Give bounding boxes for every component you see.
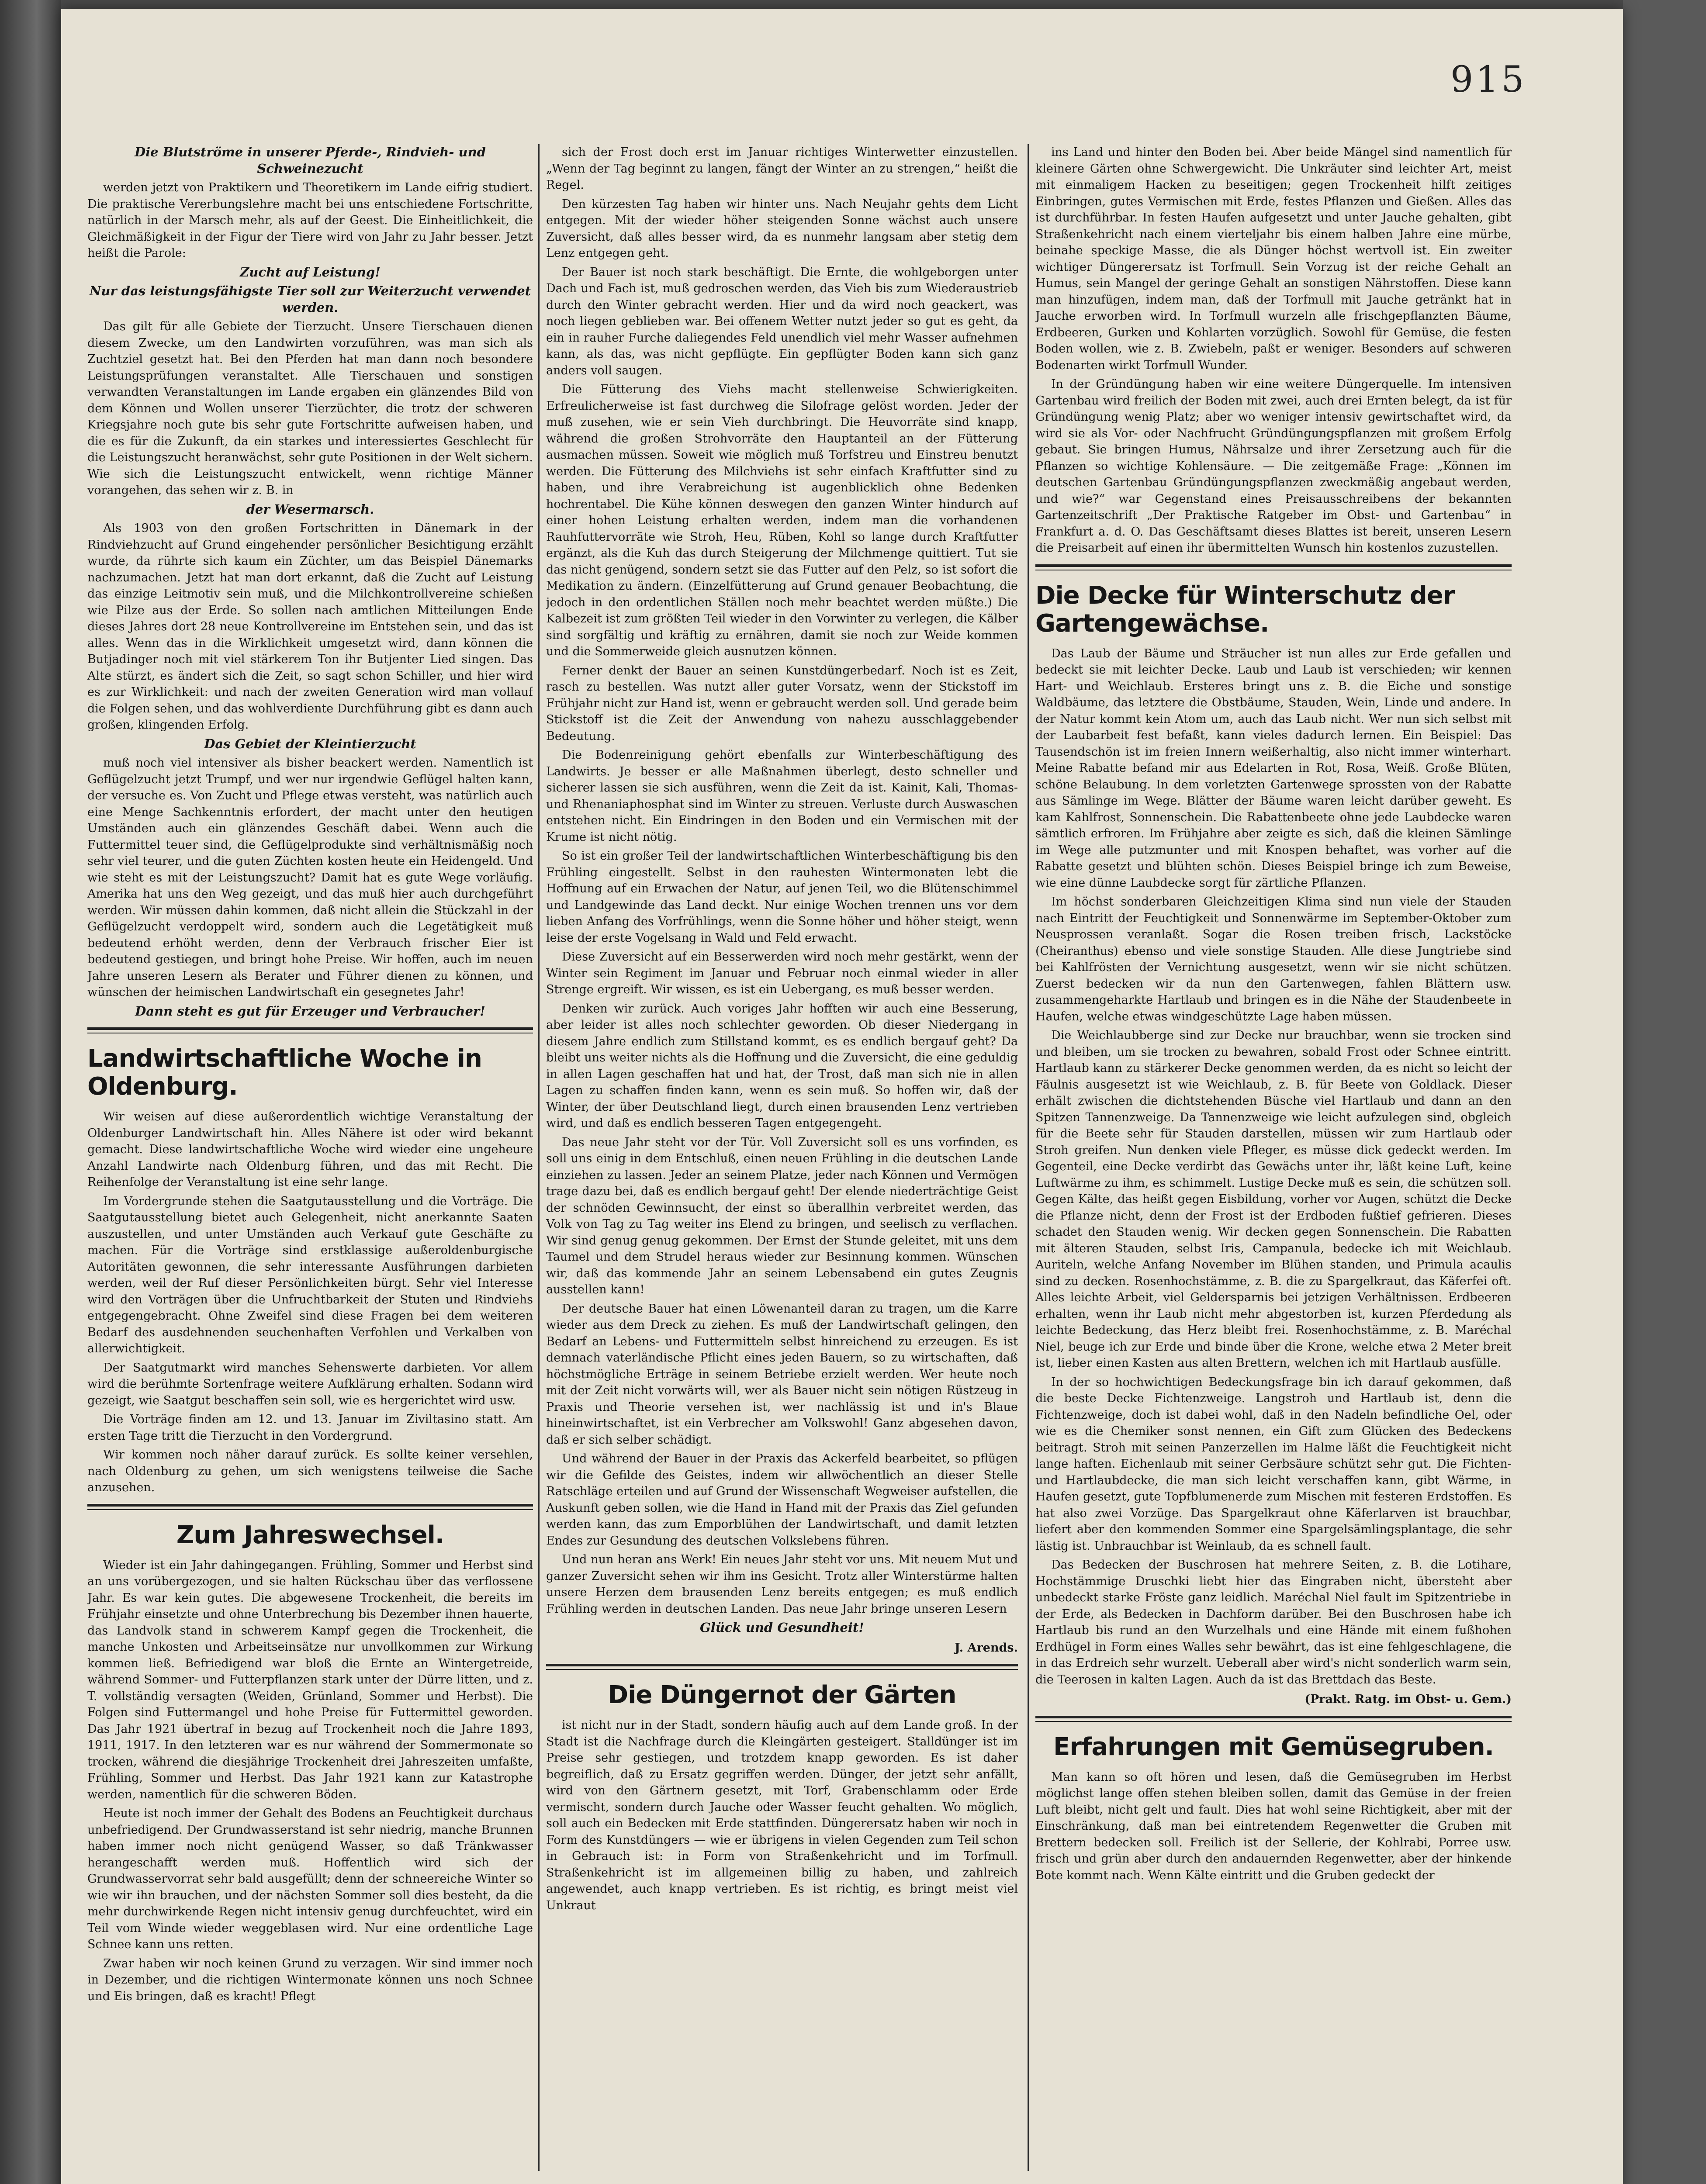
column-rule xyxy=(1028,144,1029,2171)
paragraph: Denken wir zurück. Auch voriges Jahr hofften wir auch eine Besserung, aber leider ist alles noch schlechter geworden. Ob dieser Niedergang in diesem Jahre endlich zum Stillstand kommt, es es endlich bergauf geht? Da bleibt uns weiter nichts als die Hoffnung und die Zuversicht, die eine geduldig in allen Lagen geschaffen hat und hat, der Trost, daß man sich nie in allen Lagen zu schaffen finden kann, wenn es sein muß. So hoffen wir, daß der Winter, der über Deutschland liegt, durch einen brausenden Lenz vertrieben wird, und daß es endlich besseren Tagen entgegengeht. xyxy=(546,1002,1018,1130)
paragraph: sich der Frost doch erst im Januar richtiges Winterwetter einzustellen. „Wenn der Tag beginnt zu langen, fängt der Winter an zu strengen,“ heißt die Regel. xyxy=(546,145,1018,192)
paragraph: Das Laub der Bäume und Sträucher ist nun alles zur Erde gefallen und bedeckt sie mit leichter Decke. Laub und Laub ist verschieden; wir kennen Hart- und Weichlaub. Ersteres bringt uns z. B. die Eiche und sonstige Waldbäume, das letztere die Obstbäume, Stauden, Wein, Linde und andere. In der Natur kommt kein Atom um, auch das Laub nicht. Wer nun sich selbst mit der Laubarbeit fest befaßt, kann vieles dadurch lernen. Ein Beispiel: Das Tausendschön ist im freien Innern weißerhaltig, also nicht immer winterhart. Meine Rabatte befand mir aus Edelarten in Rot, Rosa, Weiß. Große Blüten, schöne Belaubung. In dem vorletzten Gartenwege sprossten von der Rabatte aus Sämlinge im Wege. Blätter der Bäume waren leicht darüber geweht. Es kam Kahlfrost, Sonnenschein. Die Rabattenbeete ohne jede Laubdecke waren sämtlich erfroren. Im Frühjahre aber zeigte es sich, daß die kleinen Sämlinge im Wege alle putzmunter und mit Knospen behaftet, was vorher auf die Rabatte gesetzt und blühten schön. Dieses Beispiel bringe ich zum Beweise, wie eine dünne Laubdecke sorgt für zärtliche Pflanzen. xyxy=(1035,646,1512,890)
paragraph: So ist ein großer Teil der landwirtschaftlichen Winterbeschäftigung bis den Frühling eingestellt. Selbst in den rauhesten Wintermonaten lebt die Hoffnung auf ein Erwachen der Natur, auf jenen Teil, wo die Blütenschimmel und Landgewinde das Land deckt. Nur einige Wochen trennen uns vor dem lieben Anfang des Vorfrühlings, wenn die Sonne höher und höher steigt, wenn leise der erste Vogelsang in Wald und Feld erwacht. xyxy=(546,849,1018,945)
paragraph: ins Land und hinter den Boden bei. Aber beide Mängel sind namentlich für kleinere Gärten ohne Schwergewicht. Die Unkräuter sind leichter Art, meist mit einmaligem Hacken zu beseitigen; gegen Trockenheit hilft zeitiges Einbringen, gutes Vermischen mit Erde, festes Pflanzen und Gießen. Alles das ist durchführbar. In festen Haufen aufgesetzt und unter Jauche gehalten, gibt Straßenkehricht nach einem vierteljahr bis einem halben Jahre eine mürbe, beinahe speckige Masse, die als Dünger höchst wertvoll ist. Ein zweiter wichtiger Düngerersatz ist Torfmull. Sein Vorzug ist der reiche Gehalt an Humus, sein Mangel der geringe Gehalt an sonstigen Nährstoffen. Diese kann man hinzufügen, indem man, daß der Torfmull mit Jauche getränkt hat in Jauche erworben wird. In Torfmull wurzeln alle frischgepflanzten Bäume, Erdbeeren, Gurken und Kohlarten vorzüglich. Sowohl für Gemüse, die festen Boden wollen, wie z. B. Zwiebeln, paßt er weniger. Besonders auf schweren Bodenarten wirkt Torfmull Wunder. xyxy=(1035,145,1512,372)
column-1 xyxy=(87,144,533,2171)
paragraph: Der deutsche Bauer hat einen Löwenanteil daran zu tragen, um die Karre wieder aus dem Dreck zu ziehen. Es muß der Landwirtschaft gelingen, den Bedarf an Lebens- und Futtermitteln selbst hinreichend zu erzeugen. Es ist demnach vaterländische Pflicht eines jeden Bauern, so zu wirtschaften, daß höchstmögliche Erträge in seinem Betriebe erzielt werden. Wer heute noch mit der Zeit nicht vorwärts will, wer als Bauer nicht sein nötigen Rüstzeug in Praxis und Theorie versehen ist, wer nachlässig ist und in's Blaue hineinwirtschaftet, ist ein Verbrecher am Volkswohl! Ganz abgesehen davon, daß er sich selber schädigt. xyxy=(546,1302,1018,1447)
paragraph: Zwar haben wir noch keinen Grund zu verzagen. Wir sind immer noch in Dezember, und die richtigen Wintermonate können uns noch Schnee und Eis bringen, daß es kracht! Pflegt xyxy=(87,1956,533,2003)
section-divider xyxy=(1035,1716,1512,1722)
paragraph: In der so hochwichtigen Bedeckungsfrage bin ich darauf gekommen, daß die beste Decke Fichtenzweige. Langstroh und Hartlaub ist, denn die Fichtenzweige, doch ist dabei wohl, daß in den Nadeln befindliche Oel, oder wie es die Chemiker sonst nennen, ein Gift zum Glücken des Bedeckens beitragt. Stroh mit seinen Panzerzellen im Halme läßt die Feuchtigkeit nicht lange haften. Eichenlaub mit seiner Gerbsäure schützt sehr gut. Die Fichten- und Hartlaubdecke, die man sich leicht verschaffen kann, gibt Wärme, in Haufen gesetzt, gute Topfblumenerde zum Mischen mit festeren Erdstoffen. Es hat also zwei Vorzüge. Das Spargelkraut ohne Käferlarven ist brauchbar, liefert aber den kommenden Sommer eine Spargelsämlingsplantage, die sehr lästig ist. Unbrauchbar ist Weinlaub, da es schnell fault. xyxy=(1035,1375,1512,1553)
subheading: Zucht auf Leistung! xyxy=(240,264,381,280)
paragraph: Und während der Bauer in der Praxis das Ackerfeld bearbeitet, so pflügen wir die Gefilde des Geistes, indem wir allwöchentlich an dieser Stelle Ratschläge erteilen und auf Grund der Wissenschaft Wegweiser aufstellen, die Auskunft geben sollen, wie die Hand in Hand mit der Praxis das Ziel gefunden werden kann, das zum Emporblühen der Landwirtschaft, und damit letzten Endes zur Gesundung des deutschen Volkslebens führen. xyxy=(546,1452,1018,1548)
column-2 xyxy=(546,144,1018,2171)
scan-background xyxy=(1623,0,1706,2184)
paragraph: Wir weisen auf diese außerordentlich wichtige Veranstaltung der Oldenburger Landwirtschaft hin. Alles Nähere ist oder wird bekannt gemacht. Diese landwirtschaftliche Woche wird wieder eine ungeheure Anzahl Landwirte nach Oldenburg führen, und das mit Recht. Die Reihenfolge der Veranstaltung ist eine sehr lange. xyxy=(87,1110,533,1189)
article-headline: Landwirtschaftliche Woche in Oldenburg. xyxy=(87,1044,482,1101)
section-title: Die Blutströme in unserer Pferde-, Rindvieh- und Schweinezucht xyxy=(135,145,486,176)
section-divider xyxy=(87,1027,533,1033)
section-divider xyxy=(546,1664,1018,1670)
paragraph: Den kürzesten Tag haben wir hinter uns. Nach Neujahr gehts dem Licht entgegen. Mit der wieder höher steigenden Sonne wächst auch unsere Zuversicht, daß alles besser wird, da es nunmehr langsam aber stetig dem Lenz entgegen geht. xyxy=(546,197,1018,260)
greeting-line: Glück und Gesundheit! xyxy=(700,1620,864,1635)
paragraph: Als 1903 von den großen Fortschritten in Dänemark in der Rindviehzucht auf Grund eingehender persönlicher Besichtigung erzählt wurde, da rührte sich kaum ein Züchter, um das Beispiel Dänemarks nachzumachen. Jetzt hat man dort erkannt, daß die Zucht auf Leistung das einzige Leitmotiv sein muß, und die Milchkontrollvereine schießen wie Pilze aus der Erde. So sollen nach amtlichen Mitteilungen Ende dieses Jahres dort 28 neue Kontrollvereine im Entstehen sein, und das ist alles. Wenn das in die Wirklichkeit umgesetzt wird, dann können die Butjadinger noch mit viel stärkerem Ton ihr Butjenter Lied singen. Das Alte stürzt, es ändert sich die Zeit, so sagt schon Schiller, und hier wird es zur Wirklichkeit: und nach der zweiten Generation wird man vollauf die Folgen sehen, und das wohlverdiente Durchführung gibt es dann auch großen, klingenden Erfolg. xyxy=(87,522,533,732)
paragraph: Heute ist noch immer der Gehalt des Bodens an Feuchtigkeit durchaus unbefriedigend. Der Grundwasserstand ist sehr niedrig, manche Brunnen haben immer noch nicht genügend Wasser, so daß Tränkwasser herangeschafft werden muß. Hoffentlich wird sich der Grundwasservorrat sehr bald ausgefüllt; denn der schneereiche Winter so wie wir ihn brauchen, und der nächsten Sommer soll dies besteht, da die mehr durchwirkende Regen nicht intensiv genug durchfeuchtet, wird ein Teil vom Winde wieder weggeblasen wird. Nur eine ordentliche Lage Schnee kann uns retten. xyxy=(87,1807,533,1951)
page-number: 915 xyxy=(1450,59,1527,100)
section-divider xyxy=(1035,564,1512,570)
paragraph: Der Bauer ist noch stark beschäftigt. Die Ernte, die wohlgeborgen unter Dach und Fach ist, muß gedroschen werden, das Vieh bis zum Wiederaustrieb durch den Winter gebracht werden. Hier und da wird noch geackert, was noch liegen geblieben war. Bei offenem Wetter nutzt jeder so gut es geht, da ein in rauher Furche daliegendes Feld unendlich viel mehr Wasser aufnehmen kann, als das, was nicht gepflügte. Ein gepflügter Boden kann sich ganz anders voll saugen. xyxy=(546,265,1018,377)
paragraph: Das neue Jahr steht vor der Tür. Voll Zuversicht soll es uns vorfinden, es soll uns einig in dem Entschluß, einen neuen Frühling in die deutschen Lande einziehen zu lassen. Jeder an seinem Platze, jeder nach Können und Vermögen trage dazu bei, daß es endlich bergauf geht! Der elende niederträchtige Geist der schnöden Gewinnsucht, der einst so überallhin verbreitet werden, das Volk von Tag zu Tag weiter ins Elend zu bringen, und seelisch zu verflachen. Wir sind genug genug gekommen. Der Ernst der Stunde geleitet, mit uns dem Taumel und dem Strudel heraus wieder zur Besinnung kommen. Wünschen wir, daß das kommende Jahr an seinem Lebensabend ein gutes Zeugnis ausstellen kann! xyxy=(546,1135,1018,1296)
subheading: der Wesermarsch. xyxy=(246,501,374,517)
closing-line: Dann steht es gut für Erzeuger und Verbraucher! xyxy=(135,1003,485,1019)
paragraph: werden jetzt von Praktikern und Theoretikern im Lande eifrig studiert. Die praktische Vererbungslehre macht bei uns entschiedene Fortschritte, natürlich in der Marsch mehr, als auf der Geest. Die Einheitlichkeit, die Gleichmäßigkeit in der Figur der Tiere wird von Jahr zu Jahr besser. Jetzt heißt die Parole: xyxy=(87,181,533,260)
subheading: Nur das leistungsfähigste Tier soll zur Weiterzucht verwendet werden. xyxy=(89,283,531,315)
paragraph: Man kann so oft hören und lesen, daß die Gemüsegruben im Herbst möglichst lange offen stehen bleiben sollen, damit das Gemüse in der freien Luft bleibt, nicht gelt und fault. Dies hat wohl seine Richtigkeit, aber mit der Einschränkung, daß man bei eintretendem Regenwetter die Gruben mit Brettern bedecken soll. Freilich ist der Sellerie, der Kohlrabi, Porree usw. frisch und grün aber durch den andauernden Regenwetter, aber der hinkende Bote kommt nach. Wenn Kälte eintritt und die Gruben gedeckt der xyxy=(1035,1770,1512,1882)
paragraph: Der Saatgutmarkt wird manches Sehenswerte darbieten. Vor allem wird die berühmte Sortenfrage weitere Aufklärung erhalten. Sodann wird gezeigt, wie Saatgut beschaffen sein soll, wie es hergerichtet wird usw. xyxy=(87,1361,533,1407)
book-binding-edge xyxy=(0,0,61,2184)
section-divider xyxy=(87,1504,533,1510)
paragraph: Die Bodenreinigung gehört ebenfalls zur Winterbeschäftigung des Landwirts. Je besser er alle Maßnahmen überlegt, desto schneller und sicherer lassen sie sich ausführen, wenn die Zeit da ist. Kainit, Kali, Thomas- und Rhenaniaphosphat sind im Winter zu streuen. Verluste durch Auswaschen entstehen nicht. Ein Eindringen in den Boden und ein Vermischen mit der Krume ist nicht nötig. xyxy=(546,748,1018,844)
paragraph: Wir kommen noch näher darauf zurück. Es sollte keiner versehlen, nach Oldenburg zu gehen, um sich wenigstens teilweise die Sache anzusehen. xyxy=(87,1448,533,1494)
paragraph: Die Fütterung des Viehs macht stellenweise Schwierigkeiten. Erfreulicherweise ist fast durchweg die Silofrage gelöst worden. Jeder der muß zusehen, wie er sein Vieh durchbringt. Die Heuvorräte sind knapp, während die großen Strohvorräte den Hauptanteil an der Fütterung ausmachen müssen. Soweit wie möglich muß Torfstreu und Einstreu benutzt werden. Die Fütterung des Milchviehs ist sehr einfach Kraftfutter sind zu haben, und ihre Verabreichung ist augenblicklich ohne Bedenken hochrentabel. Die Kühe können deswegen den ganzen Winter hindurch auf einer hohen Leistung erhalten werden, indem man die vorhandenen Rauhfuttervorräte wie Stroh, Heu, Rüben, Kohl so lange durch Kraftfutter ergänzt, als die Kuh das durch Steigerung der Milchmenge quittiert. Tut sie das nicht genügend, sondern setzt sie das Futter auf den Pelz, so ist sofort die Medikation zu ändern. (Einzelfütterung auf Grund genauer Beobachtung, die jedoch in den ordentlichen Ställen noch mehr beachtet werden müßte.) Die Kalbezeit ist zum größten Teil wieder in den Vorwinter zu verlegen, die Kälber sind sorgfältig und kräftig zu ernähren, damit sie noch zur Weide kommen und die Sommerweide gleich ausnutzen können. xyxy=(546,383,1018,658)
paragraph: Im höchst sonderbaren Gleichzeitigen Klima sind nun viele der Stauden nach Eintritt der Feuchtigkeit und Sonnenwärme im September-Oktober zum Neusprossen veranlaßt. Sogar die Rosen treiben frisch, Lackstöcke (Cheiranthus) ebenso und viele sonstige Stauden. Alle diese Jungtriebe sind bei Kahlfrösten der Vernichtung ausgesetzt, wenn wir sie nicht schützen. Zuerst bedecken wir da nun den Gartenwegen, fahlen Blättern usw. zusammengeharkte Hartlaub und bringen es in die Nähe der Staudenbeete in Haufen, welche etwas windgeschützte Lage haben müssen. xyxy=(1035,895,1512,1023)
paragraph: In der Gründüngung haben wir eine weitere Düngerquelle. Im intensiven Gartenbau wird freilich der Boden mit zwei, auch drei Ernten belegt, da ist für Gründüngung wenig Platz; aber wo weniger intensiv gewirtschaftet wird, da wird sie als Vor- oder Nachfrucht Gründüngungspflanzen mit großem Erfolg gebaut. Sie bringen Humus, Nährsalze und ihrer Zersetzung auch für die Pflanzen so wichtige Kohlensäure. — Die zeitgemäße Frage: „Können im deutschen Gartenbau Gründüngungspflanzen zweckmäßig angebaut werden, und wie?“ war Gegenstand eines Preisausschreibens der bekannten Gartenzeitschrift „Der Praktische Ratgeber im Obst- und Gartenbau“ in Frankfurt a. d. O. Das Geschäftsamt dieses Blattes ist bereit, unseren Lesern die Preisarbeit auf einen ihr übermittelten Wunsch hin kostenlos zuzustellen. xyxy=(1035,377,1512,555)
column-3 xyxy=(1035,144,1512,2171)
paragraph: Wieder ist ein Jahr dahingegangen. Frühling, Sommer und Herbst sind an uns vorübergezogen, und sie halten Rückschau über das verflossene Jahr. Es war kein gutes. Die abgewesene Trockenheit, die bereits im Frühjahr einsetzte und ohne Unterbrechung bis Dezember ihnen hauerte, das Landvolk stand in schwerem Kampf gegen die Trockenheit, die manche Unkosten und Arbeitseinsätze nur unvollkommen zur Wirkung kommen ließ. Befriedigend war bloß die Ernte an Wintergetreide, während Sommer- und Futterpflanzen stark unter der Dürre litten, und z. T. vollständig versagten (Weiden, Grünland, Sommer und Herbst). Die Folgen sind Futtermangel und hohe Preise für Futtermittel geworden. Das Jahr 1921 übertraf in bezug auf Trockenheit noch die Jahre 1893, 1911, 1917. In den letzteren war es nur während der Sommermonate so trocken, während die diesjährige Trockenheit drei Jahreszeiten umfaßte, Frühling, Sommer und Herbst. Das Jahr 1921 kann zur Katastrophe werden, namentlich für die schweren Böden. xyxy=(87,1558,533,1801)
article-headline: Erfahrungen mit Gemüsegruben. xyxy=(1053,1732,1494,1761)
paragraph: Die Weichlaubberge sind zur Decke nur brauchbar, wenn sie trocken sind und bleiben, um sie trocken zu bewahren, sobald Frost oder Schnee eintritt. Hartlaub kann zu stärkerer Decke genommen werden, da es nicht so leicht der Fäulnis ausgesetzt ist wie Weichlaub, z. B. für Beete von Goldlack. Dieser erhält zwischen die dichtstehenden Büsche viel Hartlaub und dann an den Spitzen Tannenzweige. Da Tannenzweige wie leicht aufzulegen sind, obgleich für die Beete sehr für Stauden darstellen, müssen wir zum Hartlaub oder Stroh greifen. Nun denken viele Pfleger, es müsse dick gedeckt werden. Im Gegenteil, eine Decke verdirbt das Gewächs unter ihr, läßt keine Luft, keine Luftwärme zu ihm, es schimmelt. Lustige Decke muß es sein, die schützen soll. Gegen Kälte, das heißt gegen Eisbildung, vorher vor Augen, schützt die Decke die Pflanze nicht, denn der Frost ist der Erdboden fußtief gefrieren. Dieses schadet den Stauden wenig. Wir decken gegen Sonnenschein. Die Rabatten mit älteren Stauden, selbst Iris, Campanula, bedecke ich mit Weichlaub. Auriteln, welche Anfang November im Blühen standen, und Primula acaulis sind zu decken. Rosenhochstämme, z. B. die zu Spargelkraut, das Käferfei oft. Alles leichte Arbeit, viel Geldersparnis bei jetzigen Verhältnissen. Erdbeeren erhalten, wenn ihr Laub nicht mehr abgestorben ist, kurzen Pferdedung als leichte Bedeckung, das Herz bleibt frei. Rosenhochstämme, z. B. Maréchal Niel, beuge ich zur Erde und binde über die Krone, welche etwa 2 Meter breit ist, lieber einen Kasten aus alten Brettern, welchen ich mit Hartlaub ausfülle. xyxy=(1035,1029,1512,1370)
paragraph: ist nicht nur in der Stadt, sondern häufig auch auf dem Lande groß. In der Stadt ist die Nachfrage durch die Kleingärten gesteigert. Stalldünger ist im Preise sehr gestiegen, und trotzdem knapp geworden. Es ist daher begreiflich, daß zu Ersatz gegriffen werden. Dünger, der jetzt sehr anfällt, wird von den Gärtnern gesetzt, mit Torf, Grabenschlamm oder Erde vermischt, sondern durch Jauche oder Wasser feucht gehalten. Wo möglich, soll auch ein Bedecken mit Erde stattfinden. Düngerersatz haben wir noch in Form des Kunstdüngers — wie er übrigens in vielen Gegenden zum Teil schon in Gebrauch ist: in Form von Straßenkehricht und im Torfmull. Straßenkehricht ist im allgemeinen billig zu haben, und zahlreich angewendet, auch knapp vertrieben. Es ist richtig, es bringt meist viel Unkraut xyxy=(546,1718,1018,1912)
paragraph: Im Vordergrunde stehen die Saatgutausstellung und die Vorträge. Die Saatgutausstellung bietet auch Gelegenheit, nicht anerkannte Saaten auszustellen, und unter Umständen auch Verkauf gute Geschäfte zu machen. Für die Vorträge sind erstklassige außeroldenburgische Autoritäten gewonnen, die sehr interessante Ausführungen darbieten werden, weil der Ruf dieser Persönlichkeiten bürgt. Sehr viel Interesse wird den Vorträgen über die Unfruchtbarkeit der Stuten und Rindviehs entgegengebracht. Ohne Zweifel sind diese Fragen bei dem weiteren Bedarf des ausdehnenden seuchenhaften Verfohlen und Verkalben von allerwichtigkeit. xyxy=(87,1194,533,1355)
paragraph: Das Bedecken der Buschrosen hat mehrere Seiten, z. B. die Lotihare, Hochstämmige Druschki liebt hier das Eingraben nicht, übersteht aber unbedeckt starke Fröste ganz leidlich. Maréchal Niel fault im Spitzentriebe in der Erde, als Bedecken in Dachform darüber. Bei den Buschrosen habe ich Hartlaub bis rund an den Wurzelhals und eine Hände mit einem fußhohen Erdhügel in Form eines Walles sehr bewährt, das ist eine fehlgeschlagene, die in das Erdreich sehr wurzelt. Ueberall aber wird's nicht sonderlich warm sein, die Teerosen in kalten Lagen. Auch da ist das Brettdach das Beste. xyxy=(1035,1558,1512,1686)
column-rule xyxy=(538,144,540,2171)
article-headline: Die Decke für Winterschutz der Gartengewächse. xyxy=(1035,581,1455,638)
paragraph: Ferner denkt der Bauer an seinen Kunstdüngerbedarf. Noch ist es Zeit, rasch zu bestellen. Was nutzt aller guter Vorsatz, wenn der Stickstoff im Frühjahr nicht zur Hand ist, wenn er gebraucht werden soll. Und gerade beim Stickstoff ist die Zeit der Anwendung von nahezu ausschlaggebender Bedeutung. xyxy=(546,663,1018,743)
article-headline: Die Düngernot der Gärten xyxy=(608,1681,956,1709)
paragraph: Und nun heran ans Werk! Ein neues Jahr steht vor uns. Mit neuem Mut und ganzer Zuversicht sehen wir ihm ins Gesicht. Trotz aller Winterstürme halten unsere Herzen dem brausenden Lenz bereits entgegen; es muß endlich Frühling werden in deutschen Landen. Das neue Jahr bringe unseren Lesern xyxy=(546,1553,1018,1616)
paragraph: Diese Zuversicht auf ein Besserwerden wird noch mehr gestärkt, wenn der Winter sein Regiment im Januar und Februar noch einmal wieder in aller Strenge ergreift. Wir wissen, es ist ein Uebergang, es muß besser werden. xyxy=(546,950,1018,996)
paragraph: Die Vorträge finden am 12. und 13. Januar im Ziviltasino statt. Am ersten Tage tritt die Tierzucht in den Vordergrund. xyxy=(87,1413,533,1443)
source-credit: (Prakt. Ratg. im Obst- u. Gem.) xyxy=(1305,1693,1512,1706)
article-headline: Zum Jahreswechsel. xyxy=(176,1521,444,1549)
paragraph: Das gilt für alle Gebiete der Tierzucht. Unsere Tierschauen dienen diesem Zwecke, um den Landwirten vorzuführen, was man sich als Zuchtziel gesetzt hat. Bei den Pferden hat man dann noch besondere Leistungsprüfungen veranstaltet. Alle Tierschauen und sonstigen verwandten Veranstaltungen im Lande ergaben ein glänzendes Bild von dem Können und Wollen unserer Tierzüchter, die trotz der schweren Kriegsjahre noch gute bis sehr gute Fortschritte aufweisen haben, und die es für die Zukunft, da ein starkes und interessiertes Geschlecht für die Leistungszucht heranwächst, sehr gute Positionen in der Welt sichern. Wie sich die Leistungszucht entwickelt, wenn richtige Männer vorangehen, das sehen wir z. B. in xyxy=(87,320,533,497)
author-signature: J. Arends. xyxy=(955,1641,1018,1655)
subheading: Das Gebiet der Kleintierzucht xyxy=(204,736,416,751)
paragraph: muß noch viel intensiver als bisher beackert werden. Namentlich ist Geflügelzucht jetzt Trumpf, und wer nur irgendwie Geflügel halten kann, der versuche es. Von Zucht und Pflege etwas versteht, was natürlich auch eine Menge Sachkenntnis erfordert, der macht unter den heutigen Umständen auch ein glänzendes Geschäft dabei. Wenn auch die Futtermittel teuer sind, die Geflügelprodukte sind verhältnismäßig noch sehr viel teurer, und die guten Züchten kosten heute ein Heidengeld. Und wie steht es mit der Leistungszucht? Damit hat es gute Wege vorläufig. Amerika hat uns den Weg gezeigt, und das muß hier auch durchgeführt werden. Wir müssen dahin kommen, daß nicht allein die Stückzahl in der Geflügelzucht verdoppelt wird, sondern auch die Legetätigkeit muß bedeutend erhöht werden, denn der Verbrauch frischer Eier ist bedeutend gestiegen, und bringt hohe Preise. Wir hoffen, auch im neuen Jahre unseren Lesern als Berater und Führer dienen zu können, und wünschen der heimischen Landwirtschaft ein gesegnetes Jahr! xyxy=(87,756,533,999)
